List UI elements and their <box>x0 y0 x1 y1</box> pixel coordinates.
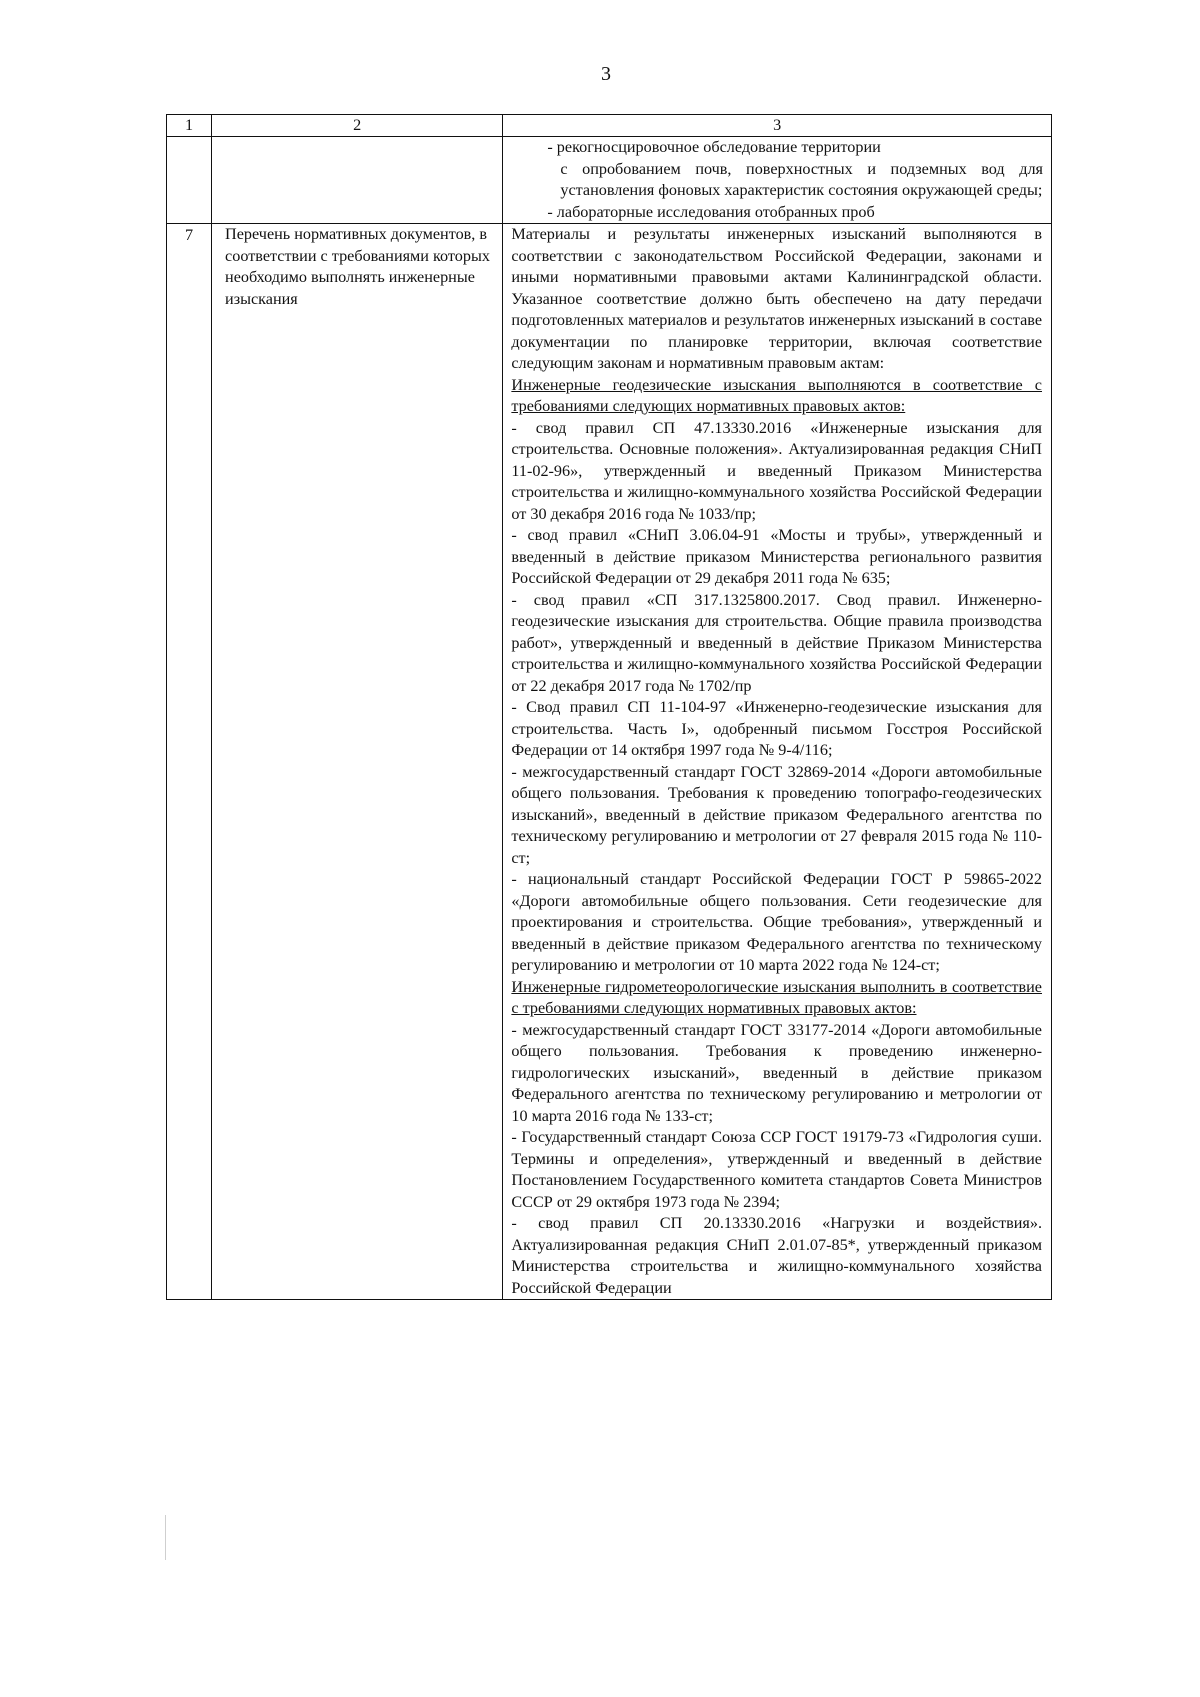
regulation-item: - Государственный стандарт Союза ССР ГОСТ 19179-73 «Гидрология суши. Термины и определения», утвержденный и введенный в действие Постановлением Государственного комитета стандартов Совета Министров СССР от 29 октября 1973 года № 2394; <box>511 1128 1042 1211</box>
page-number: 3 <box>601 63 611 85</box>
geodetic-section-heading: Инженерные геодезические изыскания выполняются в соответствие с требованиями следующих нормативных правовых актов: <box>511 375 1042 415</box>
continuation-line: - рекогносцировочное обследование территории <box>547 138 881 156</box>
row-number: 7 <box>167 224 212 1300</box>
intro-paragraph: Материалы и результаты инженерных изысканий выполняются в соответствии с законодательством Российской Федерации, законами и иными нормативными правовыми актами Калининградской области. Указанное соответствие должно быть обеспечено на дату передачи подготовленных материалов и результатов инженерных изысканий в составе документации по планировке территории, включая соответствие следующим законам и нормативным правовым актам: <box>511 225 1042 372</box>
row-title: Перечень нормативных документов, в соответствии с требованиями которых необходимо выполнять инженерные изыскания <box>212 224 503 1300</box>
continuation-title-cell <box>212 137 503 224</box>
scan-artifact-line <box>165 1515 169 1560</box>
regulation-item: - свод правил СП 47.13330.2016 «Инженерные изыскания для строительства. Основные положения». Актуализированная редакция СНиП 11-02-96», утвержденный и введенный Приказом Министерства строительства и жилищно-коммунального хозяйства Российской Федерации от 30 декабря 2016 года № 1033/пр; <box>511 418 1042 523</box>
hydrometeorological-section-heading: Инженерные гидрометеорологические изыскания выполнить в соответствие с требованиями следующих нормативных правовых актов: <box>511 977 1042 1017</box>
table-header-row <box>167 115 1052 137</box>
regulation-item: - свод правил «СП 317.1325800.2017. Свод правил. Инженерно-геодезические изыскания для строительства. Общие правила производства работ», утвержденный и введенный в действие Приказом Министерства строительства и жилищно-коммунального хозяйства Российской Федерации от 22 декабря 2017 года № 1702/пр <box>511 590 1042 695</box>
regulation-item: - межгосударственный стандарт ГОСТ 33177-2014 «Дороги автомобильные общего пользования. Требования к проведению инженерно-гидрологических изысканий», введенный в действие приказом Федерального агентства по техническому регулированию и метрологии от 10 марта 2016 года № 133-ст; <box>511 1020 1042 1125</box>
column-header-3: 3 <box>503 115 1052 137</box>
continuation-content-cell <box>503 137 1052 224</box>
regulation-item: - Свод правил СП 11-104-97 «Инженерно-геодезические изыскания для строительства. Часть I», одобренный письмом Госстроя Российской Федерации от 14 октября 1997 года № 9-4/116; <box>511 698 1042 759</box>
row-content <box>503 224 1052 1300</box>
continuation-number-cell <box>167 137 212 224</box>
table-row-continuation <box>167 137 1052 224</box>
regulation-item: - свод правил СП 20.13330.2016 «Нагрузки и воздействия». Актуализированная редакция СНиП 2.01.07-85*, утвержденный приказом Министерства строительства и жилищно-коммунального хозяйства Российской Федерации <box>511 1214 1042 1297</box>
continuation-line: с опробованием почв, поверхностных и подземных вод для установления фоновых характеристик состояния окружающей среды; <box>560 159 1043 199</box>
continuation-line: - лабораторные исследования отобранных проб <box>547 202 875 221</box>
column-header-1: 1 <box>167 115 212 137</box>
column-header-2: 2 <box>212 115 503 137</box>
regulation-item: - свод правил «СНиП 3.06.04-91 «Мосты и трубы», утвержденный и введенный в действие приказом Министерства регионального развития Российской Федерации от 29 декабря 2011 года № 635; <box>511 526 1042 587</box>
requirements-table <box>166 114 1052 1300</box>
table-row-7 <box>167 224 1052 1300</box>
regulation-item: - межгосударственный стандарт ГОСТ 32869-2014 «Дороги автомобильные общего пользования. Требования к проведению топографо-геодезических изысканий», введенный в действие приказом Федерального агентства по техническому регулированию и метрологии от 27 февраля 2015 года № 110-ст; <box>511 762 1042 867</box>
regulation-item: - национальный стандарт Российской Федерации ГОСТ Р 59865-2022 «Дороги автомобильные общего пользования. Сети геодезические для проектирования и строительства. Общие требования», утвержденный и введенный в действие приказом Федерального агентства по техническому регулированию и метрологии от 10 марта 2022 года № 124-ст; <box>511 870 1042 974</box>
